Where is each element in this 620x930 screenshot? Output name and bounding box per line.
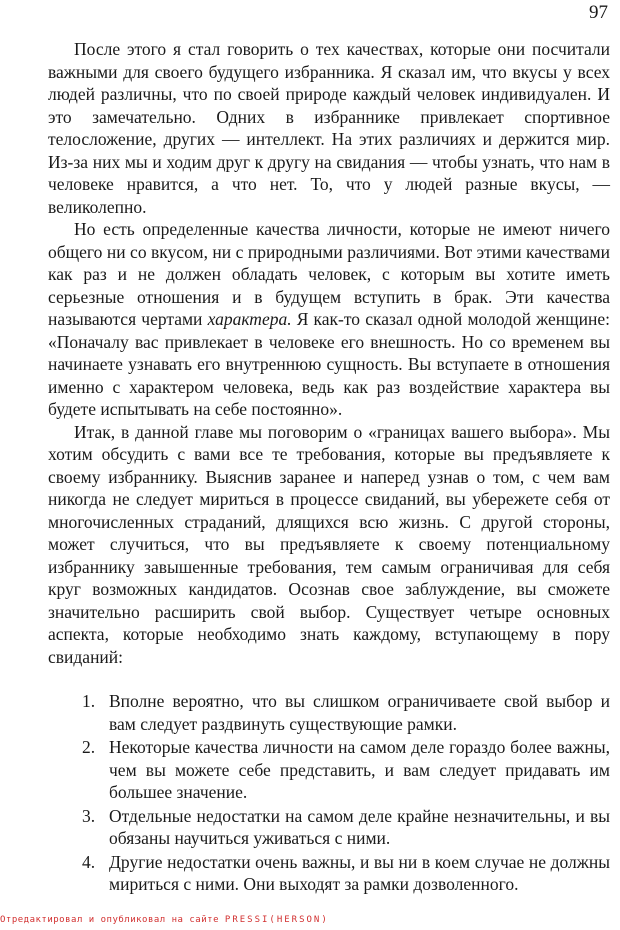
paragraph-2-start: Но есть определенные качества личности, которые не имеют ничего общего ни со вкусом, ни с природными различиями. Вот этими качествами как раз и не должен обладать человек, с которым вы хотите иметь серьезные отношения и в будущем вступить в брак. Эти качества называются чертами <box>48 219 610 329</box>
list-item-number: 3. <box>82 805 96 826</box>
footer-prefix: Отредактировал и опубликовал на сайте <box>0 915 219 925</box>
paragraph-2 <box>48 218 610 421</box>
list-item-number: 1. <box>82 691 96 711</box>
paragraph-1: После этого я стал говорить о тех качествах, которые они посчитали важными для своего будущего избранника. Я сказал им, что вкусы у всех людей различны, что по своей природе каждый человек индивидуален. И это замечательно. Одних в избраннике привлекает спортивное телосложение, других — интеллект. На этих различиях и держится мир. Из-за них мы и ходим друг к другу на свидания — чтобы узнать, что нам в человеке нравится, а что нет. То, что у людей разные вкусы, — великолепно. <box>48 39 610 217</box>
list-item <box>48 851 610 896</box>
list-item <box>48 736 610 804</box>
list-item-text: Отдельные недостатки на самом деле крайне незначительны, и вы обязаны научиться уживаться с ними. <box>109 805 610 848</box>
page-number: 97 <box>589 2 608 23</box>
list-item-text: Вполне вероятно, что вы слишком ограничиваете свой выбор и вам следует раздвинуть существующие рамки. <box>109 691 610 734</box>
numbered-list <box>48 690 610 896</box>
list-item-text: Некоторые качества личности на самом деле гораздо более важны, чем вы можете себе представить, и вам следует придавать им большее значение. <box>109 737 610 802</box>
page-body <box>48 38 610 897</box>
emphasized-word: характера. <box>207 309 292 329</box>
list-item-number: 4. <box>82 851 96 872</box>
footer-site-link[interactable]: PRESSI(HERSON) <box>224 915 329 925</box>
list-item-number: 2. <box>82 737 96 757</box>
paragraph-2-end: Я как-то сказал одной молодой женщине: «Поначалу вас привлекает в человеке его внешность. Но со временем вы начинаете узнавать его внутреннюю сущность. Вы вступаете в отношения именно с характером человека, ведь как раз воздействие характера вы будете испытывать на себе постоянно». <box>48 309 610 419</box>
list-item <box>48 805 610 850</box>
paragraph-3: Итак, в данной главе мы поговорим о «границах вашего выбора». Мы хотим обсудить с вами все те требования, которые вы предъявляете к своему избраннику. Выяснив заранее и наперед узнав о том, с чем вам никогда не следует мириться в процессе свиданий, вы убережете себя от многочисленных страданий, длящихся всю жизнь. С другой стороны, может случиться, что вы предъявляете к своему потенциальному избраннику завышенные требования, тем самым ограничивая для себя круг возможных кандидатов. Осознав свое заблуждение, вы сможете значительно расширить свой выбор. Существует четыре основных аспекта, которые необходимо знать каждому, вступающему в пору свиданий: <box>48 421 610 667</box>
list-item-text: Другие недостатки очень важны, и вы ни в коем случае не должны мириться с ними. Они выходят за рамки дозволенного. <box>109 851 610 894</box>
footer-credit <box>0 915 329 925</box>
list-item <box>48 690 610 735</box>
